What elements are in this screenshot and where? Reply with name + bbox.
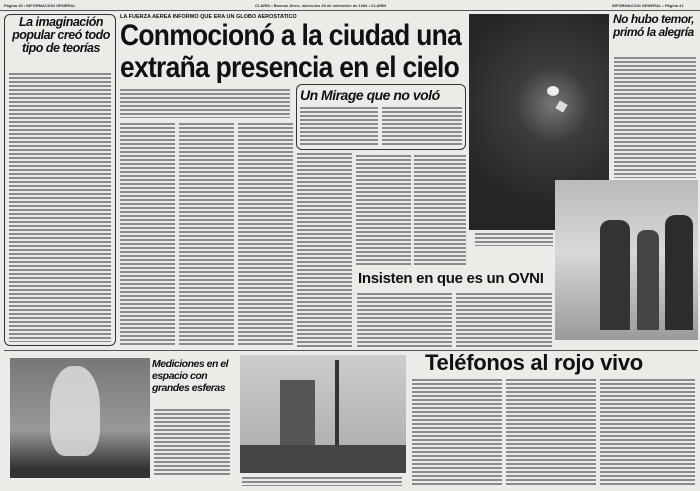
left-headline: La imaginación popular creó todo tipo de teorías [12, 15, 110, 55]
header-right: INFORMACION GENERAL • Página 41 [612, 3, 684, 8]
ovni-headline: Insisten en que es un OVNI [358, 270, 544, 287]
main-col-5 [356, 154, 411, 266]
mediciones-headline: Mediciones en el espacio con grandes esferas [152, 358, 229, 394]
header-left: Página 40 • INFORMACION GENERAL [4, 3, 76, 8]
building-caption [242, 476, 402, 486]
building-photo [240, 355, 406, 473]
street [240, 445, 406, 473]
mirage-text-2 [382, 106, 462, 146]
main-col-2 [179, 122, 234, 347]
telefonos-col-3 [600, 378, 695, 486]
object-light [547, 86, 559, 96]
header-center: CLARIN • Buenos Aires, miércoles 26 de setiembre de 1984 • CLARIN [255, 3, 387, 8]
main-col-4 [297, 152, 352, 347]
right-headline: No hubo temor, primó la alegría [613, 12, 694, 39]
person-3 [665, 215, 693, 330]
main-col-1 [120, 122, 175, 347]
person-2 [637, 230, 659, 330]
mirage-headline: Un Mirage que no voló [300, 87, 440, 103]
telefonos-col-2 [506, 378, 596, 486]
main-lead-text [120, 88, 290, 118]
right-body-text [614, 56, 696, 178]
ovni-text-1 [357, 292, 452, 347]
balloon [50, 366, 100, 456]
main-col-3 [238, 122, 293, 347]
telefonos-col-1 [412, 378, 502, 486]
main-kicker: LA FUERZA AEREA INFORMO QUE ERA UN GLOBO AEROSTATICO [120, 14, 297, 20]
photo-caption [475, 232, 553, 246]
header-rule [0, 10, 700, 11]
main-headline-2: extraña presencia en el cielo [120, 51, 460, 84]
mirage-text-1 [300, 106, 378, 146]
mediciones-text [154, 408, 230, 476]
object-light-2 [555, 100, 567, 112]
left-body-text [9, 72, 111, 342]
ovni-text-2 [456, 292, 552, 347]
telefonos-headline: Teléfonos al rojo vivo [425, 350, 643, 375]
main-headline-1: Conmocionó a la ciudad una [120, 19, 462, 52]
people-photo [555, 180, 698, 340]
person-1 [600, 220, 630, 330]
balloon-photo [10, 358, 150, 478]
main-col-6 [414, 154, 466, 266]
